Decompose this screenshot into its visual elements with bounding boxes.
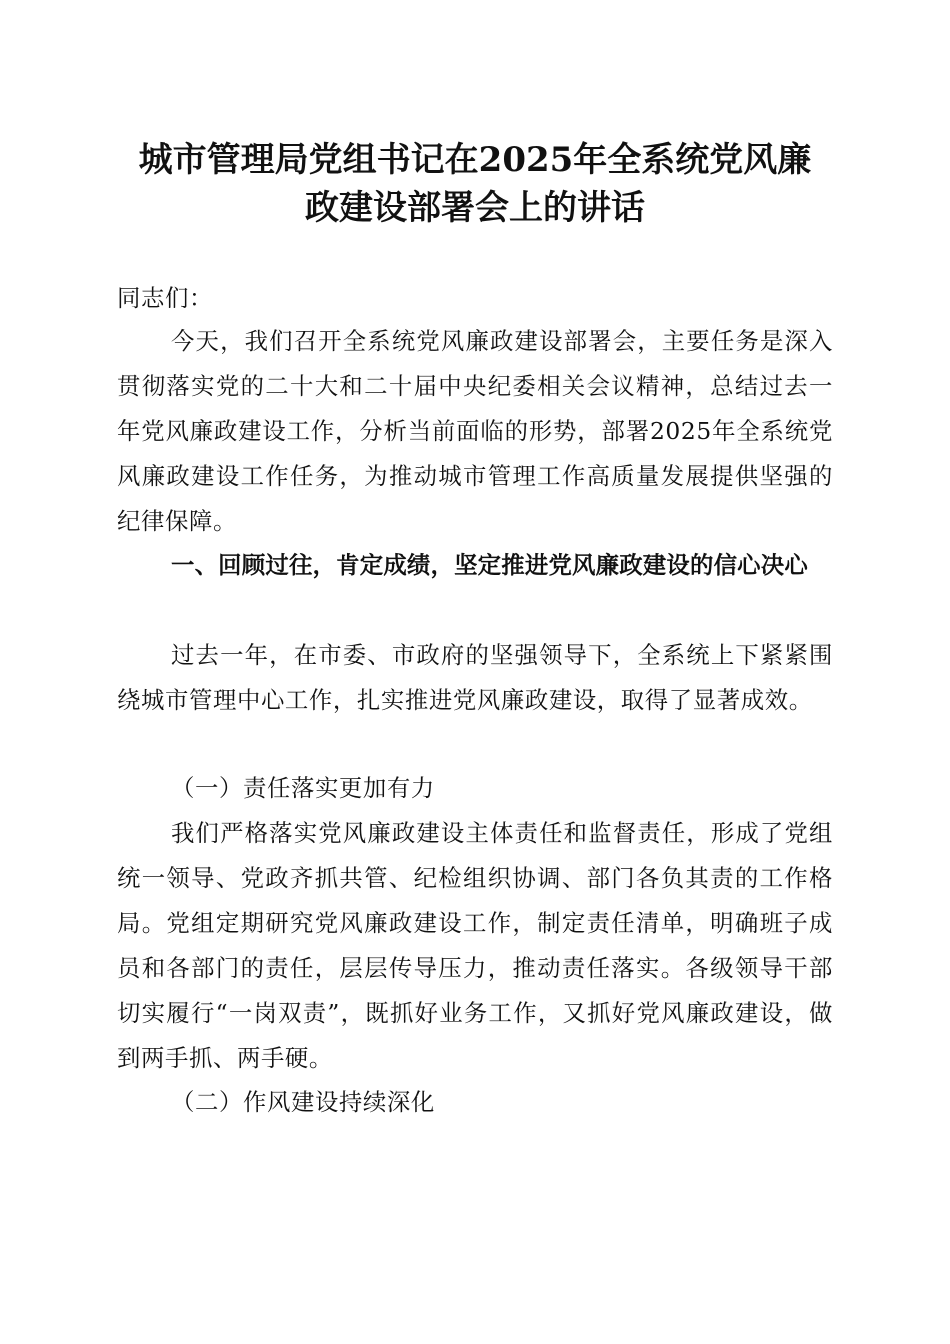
- greeting: 同志们：: [117, 284, 213, 312]
- document-title-line-1: 城市管理局党组书记在2025年全系统党风廉: [138, 140, 812, 180]
- document-title-line-2: 政建设部署会上的讲话: [305, 188, 645, 228]
- subheading-work-style: （二）作风建设持续深化: [171, 1088, 435, 1116]
- section-heading-1: 一、回顾过往，肯定成绩，坚定推进党风廉政建设的信心决心: [171, 551, 808, 579]
- subheading-responsibility: （一）责任落实更加有力: [171, 774, 435, 802]
- paragraph-review: 过去一年，在市委、市政府的坚强领导下，全系统上下紧紧围绕城市管理中心工作，扎实推进党风廉政建设，取得了显著成效。: [117, 641, 833, 714]
- paragraph-intro: 今天，我们召开全系统党风廉政建设部署会，主要任务是深入贯彻落实党的二十大和二十届中央纪委相关会议精神，总结过去一年党风廉政建设工作，分析当前面临的形势，部署2025年全系统党风廉政建设工作任务，为推动城市管理工作高质量发展提供坚强的纪律保障。: [117, 327, 833, 535]
- paragraph-responsibility: 我们严格落实党风廉政建设主体责任和监督责任，形成了党组统一领导、党政齐抓共管、纪检组织协调、部门各负其责的工作格局。党组定期研究党风廉政建设工作，制定责任清单，明确班子成员和各部门的责任，层层传导压力，推动责任落实。各级领导干部切实履行“一岗双责”，既抓好业务工作，又抓好党风廉政建设，做到两手抓、两手硬。: [117, 819, 833, 1072]
